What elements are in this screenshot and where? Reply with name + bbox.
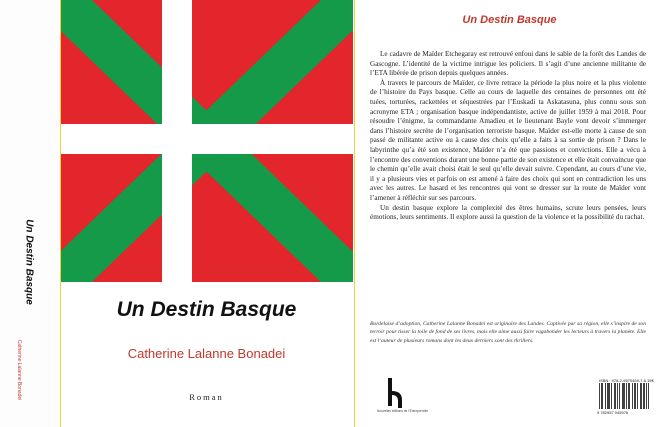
front-genre: Roman	[189, 392, 224, 402]
flag-graphic	[60, 0, 353, 282]
trim-guide-line-left	[60, 0, 61, 427]
barcode-bar	[614, 383, 615, 409]
synopsis	[370, 50, 646, 223]
barcode-bar	[611, 383, 612, 409]
barcode-bar	[602, 383, 603, 409]
barcode-bar	[644, 383, 645, 409]
author-bio: Bordelaise d’adoption, Catherine Lalanne Bonadei est originaire des Landes. Captivée par sa région, elle s’inspire de son terroir pour tisser la toile de fond de ses livres, mais elle aime aussi faire vagabonder les lecteurs à travers la planète. Elle est l’auteur de plusieurs romans dont les deux derniers sont des thrillers.	[370, 321, 646, 344]
barcode-bar	[626, 383, 627, 409]
barcode-bar	[635, 383, 636, 409]
publisher-logo-icon	[385, 378, 405, 408]
barcode-bar	[622, 383, 623, 409]
spine-title: Un Destin Basque	[23, 219, 35, 305]
barcode	[599, 383, 649, 411]
barcode-bar	[641, 383, 642, 409]
back-title: Un Destin Basque	[462, 14, 557, 26]
barcode-bar	[609, 383, 610, 409]
synopsis-paragraph-1: Le cadavre de Maïder Etchegaray est retrouvé enfoui dans le sable de la forêt des Landes de Gascogne. L’identité de la victime intrigue les policiers. Il s’agit d’une ancienne militante de l’ETA libérée de prison depuis quelques années.	[370, 50, 646, 78]
barcode-bar	[634, 383, 635, 409]
front-author: Catherine Lalanne Bonadei	[127, 346, 286, 361]
barcode-bar	[646, 383, 647, 409]
barcode-bar	[640, 383, 641, 409]
barcode-bar	[623, 383, 624, 409]
synopsis-paragraph-3: Un destin basque explore la complexité des êtres humains, scrute leurs pensées, leurs émotions, leurs sentiments. Il explore aussi la question de la violence et la possibilité du rachat.	[370, 203, 646, 222]
barcode-bar	[637, 383, 638, 409]
basque-flag-ikurrina	[60, 0, 353, 282]
front-title: Un Destin Basque	[116, 298, 297, 321]
back-cover	[360, 0, 659, 427]
barcode-bar	[643, 383, 644, 409]
barcode-bar	[628, 383, 629, 409]
trim-guide-line-right	[354, 0, 355, 427]
barcode-bar	[619, 383, 620, 409]
barcode-bar	[624, 383, 625, 409]
isbn-price: ISBN : 978-2-9570459-7-6 15€	[599, 378, 654, 383]
publisher-name: Nouvelles éditions de l’Entreprendre	[377, 409, 429, 413]
front-cover	[60, 0, 353, 427]
spine-author: Catherine Lalanne Bonadei	[16, 339, 22, 401]
barcode-bar	[608, 383, 609, 409]
barcode-bar	[615, 383, 616, 409]
barcode-bar	[601, 383, 602, 409]
barcode-bar	[648, 383, 649, 409]
flag-white-cross-horizontal	[60, 124, 353, 154]
synopsis-paragraph-2: À travers le parcours de Maïder, ce livre retrace la période la plus noire et la plus violente de l’histoire du Pays basque. Celle au cours de laquelle des centaines de personnes ont été tuées, torturées, rackettées et séquestrées par l’Euskadi ta Askatasuna, plus connu sous son acronyme ETA ; organisation basque indépendantiste, active de juillet 1959 à mai 2018. Pour résoudre l’énigme, la commandante Amadieu et le lieutenant Bayle vont devoir s’immerger dans l’histoire secrète de l’organisation terroriste basque. Maïder est-elle morte à cause de son passé de militante active ou à cause des choix qu’elle a faits à sa sortie de prison ? Dans le labyrinthe qu’a été son existence, Maïder n’a été que passions et convictions. Elle a vécu à l’encontre des conventions durant une bonne partie de son existence et elle était convaincue que le chemin qu’elle avait choisi était le seul qu’elle devait suivre. Cependant, au cours d’une vie, il y a plusieurs vies et parfois on est amené à faire des choix qui sont en contradiction les uns avec les autres. Le hasard et les rencontres qui vont se dresser sur la route de Maïder vont l’amener à réfléchir sur ses parcours.	[370, 78, 646, 202]
barcode-digits: 9 782957 045976	[597, 410, 629, 415]
barcode-bar	[632, 383, 633, 409]
barcode-bar	[607, 383, 608, 409]
barcode-bar	[617, 383, 618, 409]
book-spine	[0, 0, 60, 427]
barcode-bar	[599, 383, 600, 409]
barcode-bar	[629, 383, 630, 409]
barcode-bar	[605, 383, 606, 409]
